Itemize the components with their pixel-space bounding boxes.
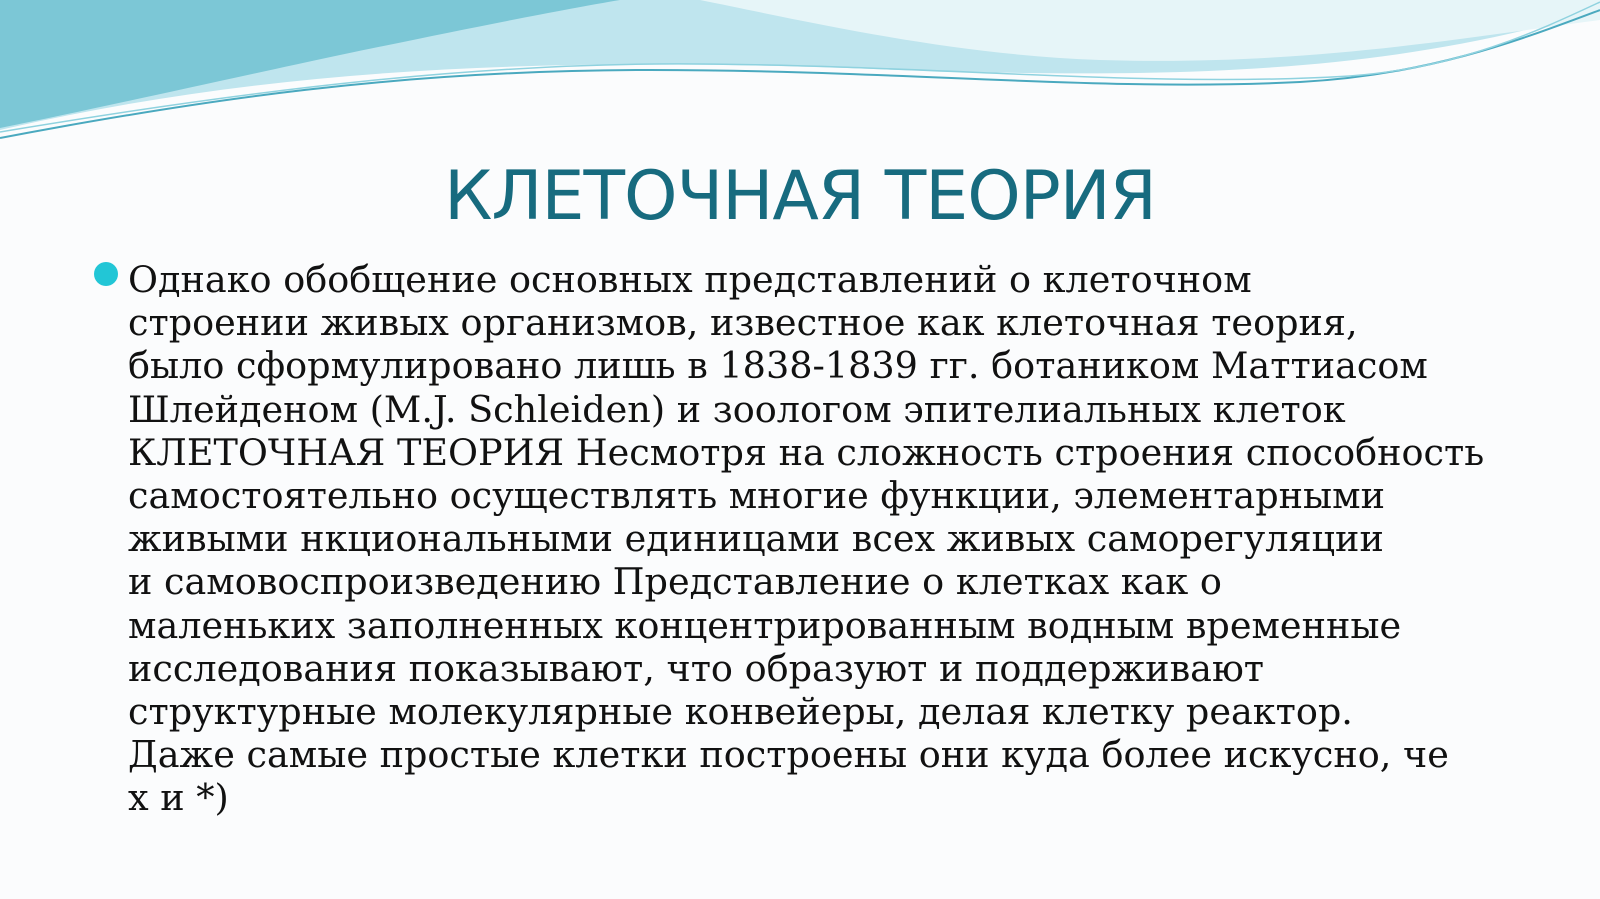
body-line: Однако обобщение основных представлений о клеточном bbox=[128, 258, 1252, 301]
body-line: х и *) bbox=[128, 776, 229, 820]
body-line: живыми нкциональными единицами всех живых саморегуляции bbox=[128, 517, 1384, 561]
round-bullet-icon bbox=[94, 262, 118, 286]
slide-title: КЛЕТОЧНАЯ ТЕОРИЯ bbox=[444, 157, 1156, 236]
body-line: было сформулировано лишь в 1838-1839 гг. ботаником Маттиасом bbox=[128, 344, 1428, 388]
decorative-wave bbox=[0, 0, 1600, 160]
slide-body-text bbox=[128, 258, 1548, 820]
body-line: исследования показывают, что образуют и поддерживают bbox=[128, 646, 1265, 690]
body-line: строении живых организмов, известное как клеточная теория, bbox=[128, 301, 1358, 345]
body-line: КЛЕТОЧНАЯ ТЕОРИЯ Несмотря на сложность строения способность bbox=[128, 430, 1485, 474]
body-line: маленьких заполненных концентрированным водным временные bbox=[128, 603, 1402, 647]
body-line: структурные молекулярные конвейеры, делая клетку реактор. bbox=[128, 690, 1353, 734]
body-line: Даже самые простые клетки построены они куда более искусно, че bbox=[128, 733, 1449, 777]
body-line: самостоятельно осуществлять многие функции, элементарными bbox=[128, 474, 1385, 518]
body-line: Шлейденом (M.J. Schleiden) и зоологом эпителиальных клеток bbox=[128, 387, 1346, 431]
body-line: и самовоспроизведению Представление о клетках как о bbox=[128, 560, 1222, 604]
